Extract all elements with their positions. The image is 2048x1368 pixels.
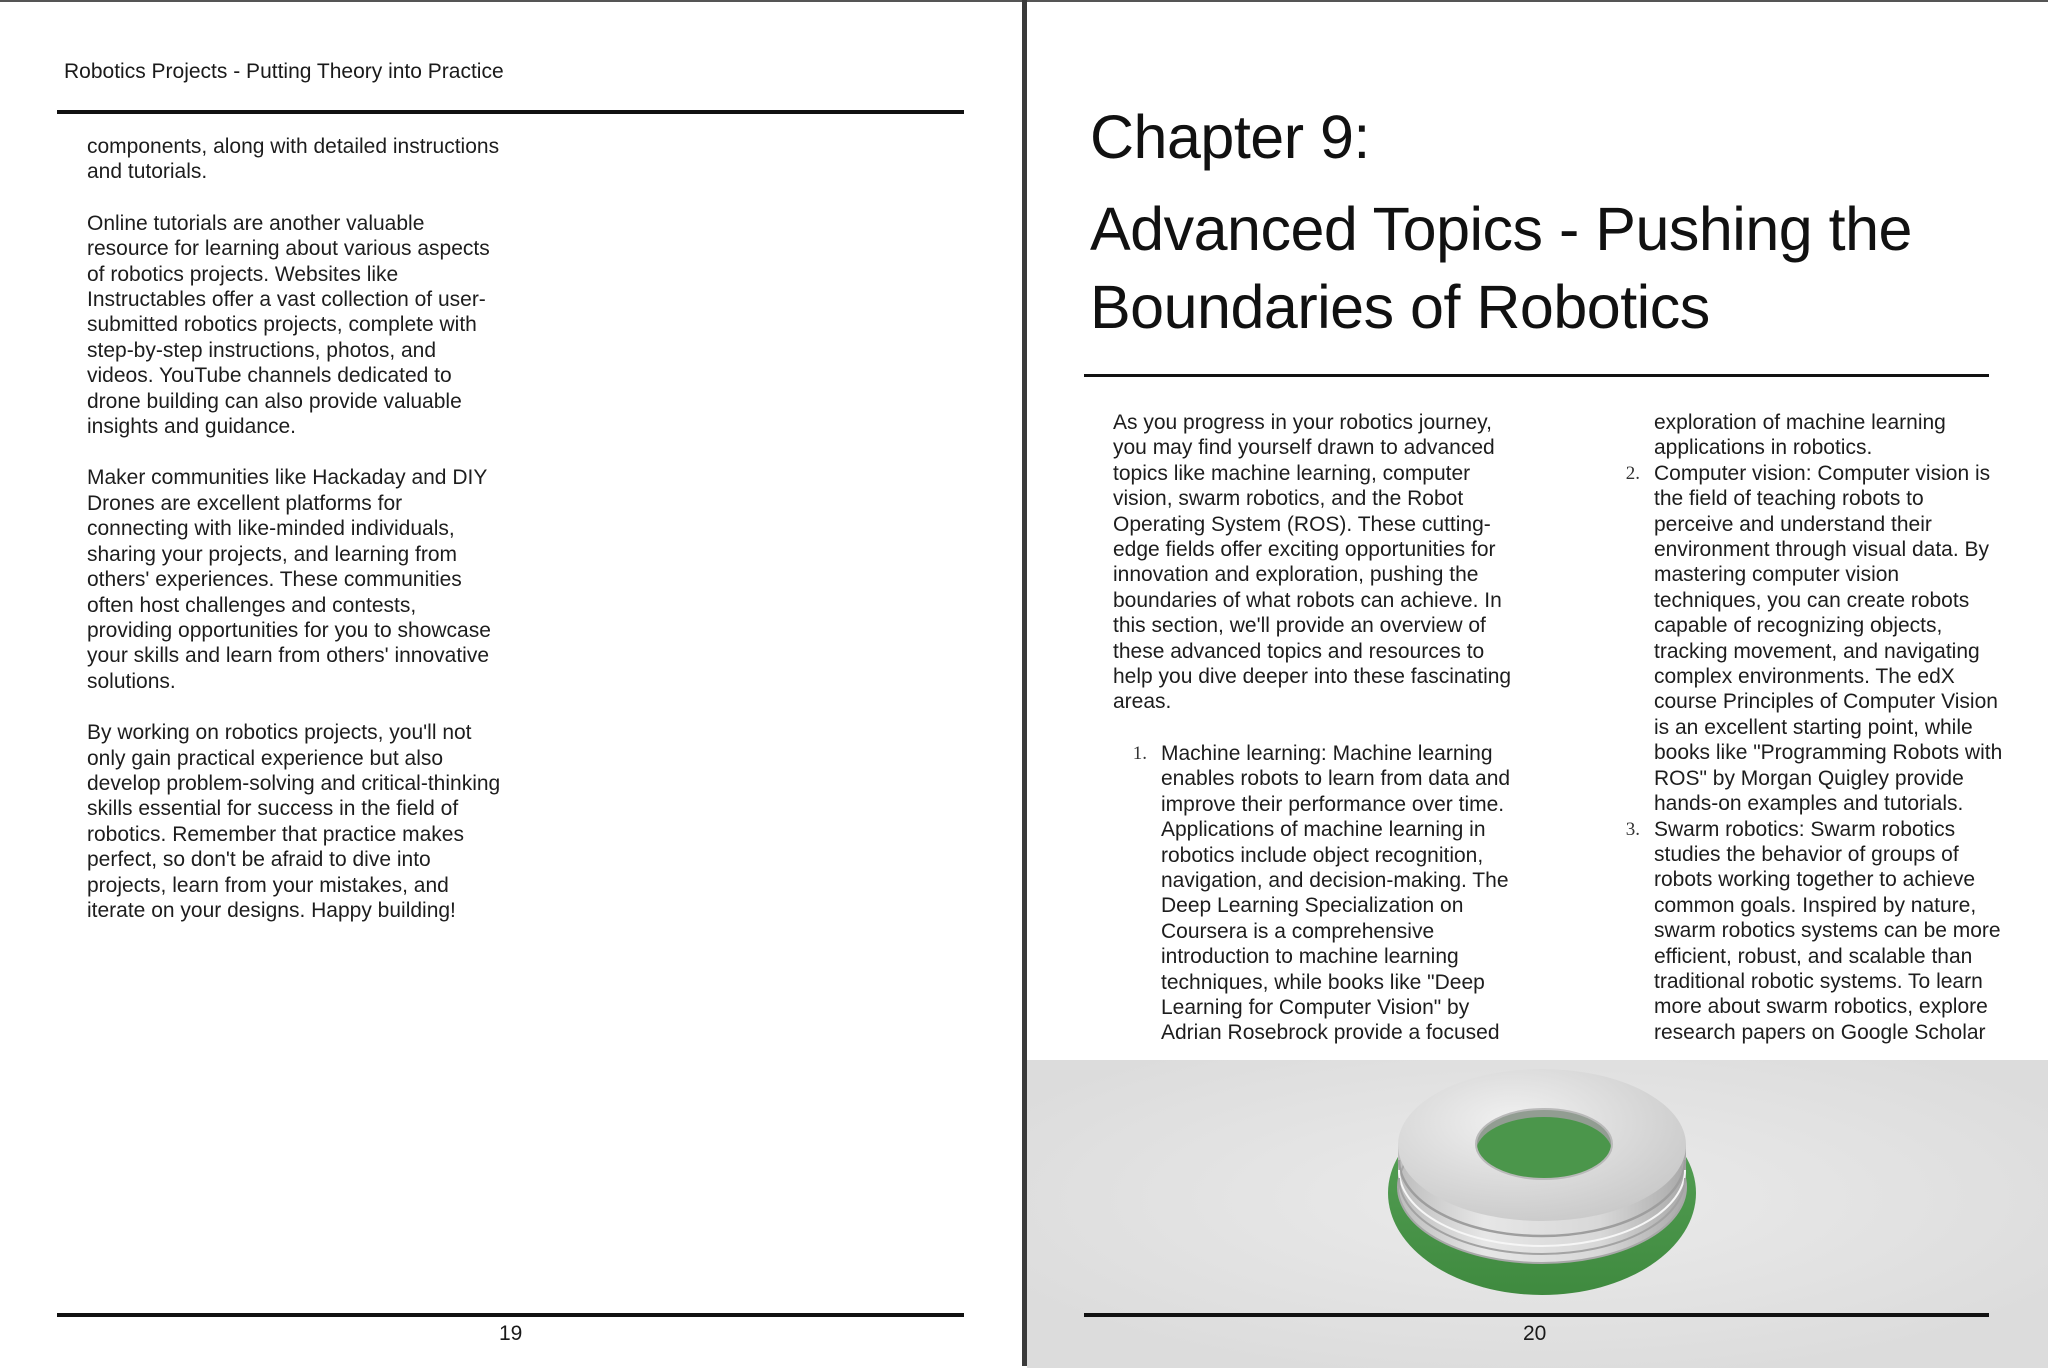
- left-page-body: [87, 134, 507, 949]
- list-item: [1606, 461, 2006, 817]
- list-item-text: Machine learning: Machine learning enables robots to learn from data and improve their performance over time. Applications of machine learning in robotics include object recognition, navigation, and decision-making. The Deep Learning Specialization on Coursera is a comprehensive introduction to machine learning techniques, while books like "Deep Learning for Computer Vision" by Adrian Rosebrock provide a focused: [1161, 741, 1511, 1045]
- intro-paragraph: As you progress in your robotics journey, you may find yourself drawn to advanced topics like machine learning, computer vision, swarm robotics, and the Robot Operating System (ROS). These cutting-edge fields offer exciting opportunities for innovation and exploration, pushing the boundaries of what robots can achieve. In this section, we'll provide an overview of these advanced topics and resources to help you dive deeper into these fascinating areas.: [1113, 411, 1512, 714]
- title-rule: [1084, 374, 1989, 377]
- running-header: Robotics Projects - Putting Theory into Practice: [64, 60, 504, 83]
- list-number: 1.: [1132, 742, 1147, 764]
- list-item: [1113, 741, 1523, 1046]
- topic-list-continued: [1606, 410, 2006, 1045]
- list-item-text: Computer vision: Computer vision is the field of teaching robots to perceive and understand their environment through visual data. By mastering computer vision techniques, you can create robots capable of recognizing objects, tracking movement, and navigating complex environments. The edX course Principles of Computer Vision is an excellent starting point, while books like "Programming Robots with ROS" by Morgan Quigley provide hands-on examples and tutorials.: [1654, 461, 2003, 816]
- list-item: [1606, 817, 2006, 1046]
- paragraph: By working on robotics projects, you'll not only gain practical experience but also develop problem-solving and critical-thinking skills essential for success in the field of robotics. Remember that practice makes perfect, so don't be afraid to dive into projects, learn from your mistakes, and iterate on your designs. Happy building!: [87, 721, 501, 922]
- list-item-text: exploration of machine learning applications in robotics.: [1654, 411, 1946, 460]
- chapter-label: Chapter 9:: [1090, 103, 1370, 171]
- topic-list: [1113, 741, 1523, 1046]
- chapter-heading: [1090, 98, 1990, 346]
- right-page: [1027, 0, 2048, 1368]
- left-page: [0, 0, 1022, 1368]
- paragraph: Maker communities like Hackaday and DIY Drones are excellent platforms for connecting with like-minded individuals, sharing your projects, and learning from others' experiences. These communities often host challenges and contests, providing opportunities for you to showcase your skills and learn from others' innovative solutions.: [87, 466, 491, 693]
- chapter-title: Advanced Topics - Pushing the Boundaries of Robotics: [1090, 195, 1912, 341]
- list-item-text: Swarm robotics: Swarm robotics studies the behavior of groups of robots working together to achieve common goals. Inspired by nature, swarm robotics systems can be more efficient, robust, and scalable than traditional robotic systems. To learn more about swarm robotics, explore research papers on Google Scholar: [1654, 817, 2001, 1044]
- footer-rule: [57, 1313, 964, 1317]
- page-number: 20: [1523, 1322, 1547, 1345]
- right-column-2: [1606, 410, 2006, 1045]
- right-column-1: [1113, 410, 1523, 1046]
- header-rule: [57, 110, 964, 114]
- list-number: 3.: [1625, 818, 1640, 840]
- footer-rule: [1084, 1313, 1989, 1317]
- list-number: 2.: [1625, 462, 1640, 484]
- paragraph: components, along with detailed instructions and tutorials.: [87, 135, 500, 184]
- page-number: 19: [499, 1322, 523, 1345]
- paragraph: Online tutorials are another valuable resource for learning about various aspects of robotics projects. Websites like Instructables offer a vast collection of user-submitted robotics projects, complete with step-by-step instructions, photos, and videos. YouTube channels dedicated to drone building can also provide valuable insights and guidance.: [87, 211, 490, 439]
- list-item: [1606, 410, 2006, 461]
